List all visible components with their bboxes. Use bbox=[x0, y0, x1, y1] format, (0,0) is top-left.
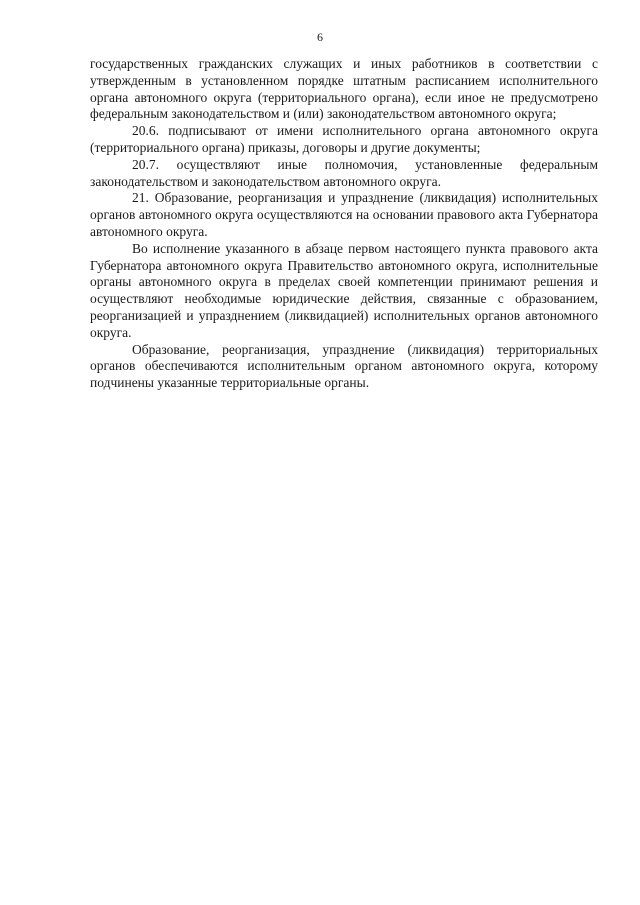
document-body bbox=[90, 56, 598, 392]
paragraph-21: 21. Образование, реорганизация и упразднение (ликвидация) исполнительных органов автономного округа осуществляются на основании правового акта Губернатора автономного округа. bbox=[90, 190, 598, 239]
paragraph-21-execution: Во исполнение указанного в абзаце первом настоящего пункта правового акта Губернатора автономного округа Правительство автономного округа, исполнительные органы автономного округа в пределах своей компетенции принимают решения и осуществляют необходимые юридические действия, связанные с образованием, реорганизацией и упразднением (ликвидацией) исполнительных органов автономного округа. bbox=[90, 240, 598, 340]
page-number: 6 bbox=[317, 30, 323, 44]
paragraph-20-6: 20.6. подписывают от имени исполнительного органа автономного округа (территориального органа) приказы, договоры и другие документы; bbox=[90, 123, 598, 155]
paragraph-21-territorial: Образование, реорганизация, упразднение (ликвидация) территориальных органов обеспечиваются исполнительным органом автономного округа, которому подчинены указанные территориальные органы. bbox=[90, 341, 598, 391]
paragraph-20-7: 20.7. осуществляют иные полномочия, установленные федеральным законодательством и законодательством автономного округа. bbox=[90, 156, 598, 189]
paragraph-continuation: государственных гражданских служащих и иных работников в соответствии с утвержденным в установленном порядке штатным расписанием исполнительного органа автономного округа (территориального органа), если иное не предусмотрено федеральным законодательством и (или) законодательством автономного округа; bbox=[90, 56, 598, 122]
